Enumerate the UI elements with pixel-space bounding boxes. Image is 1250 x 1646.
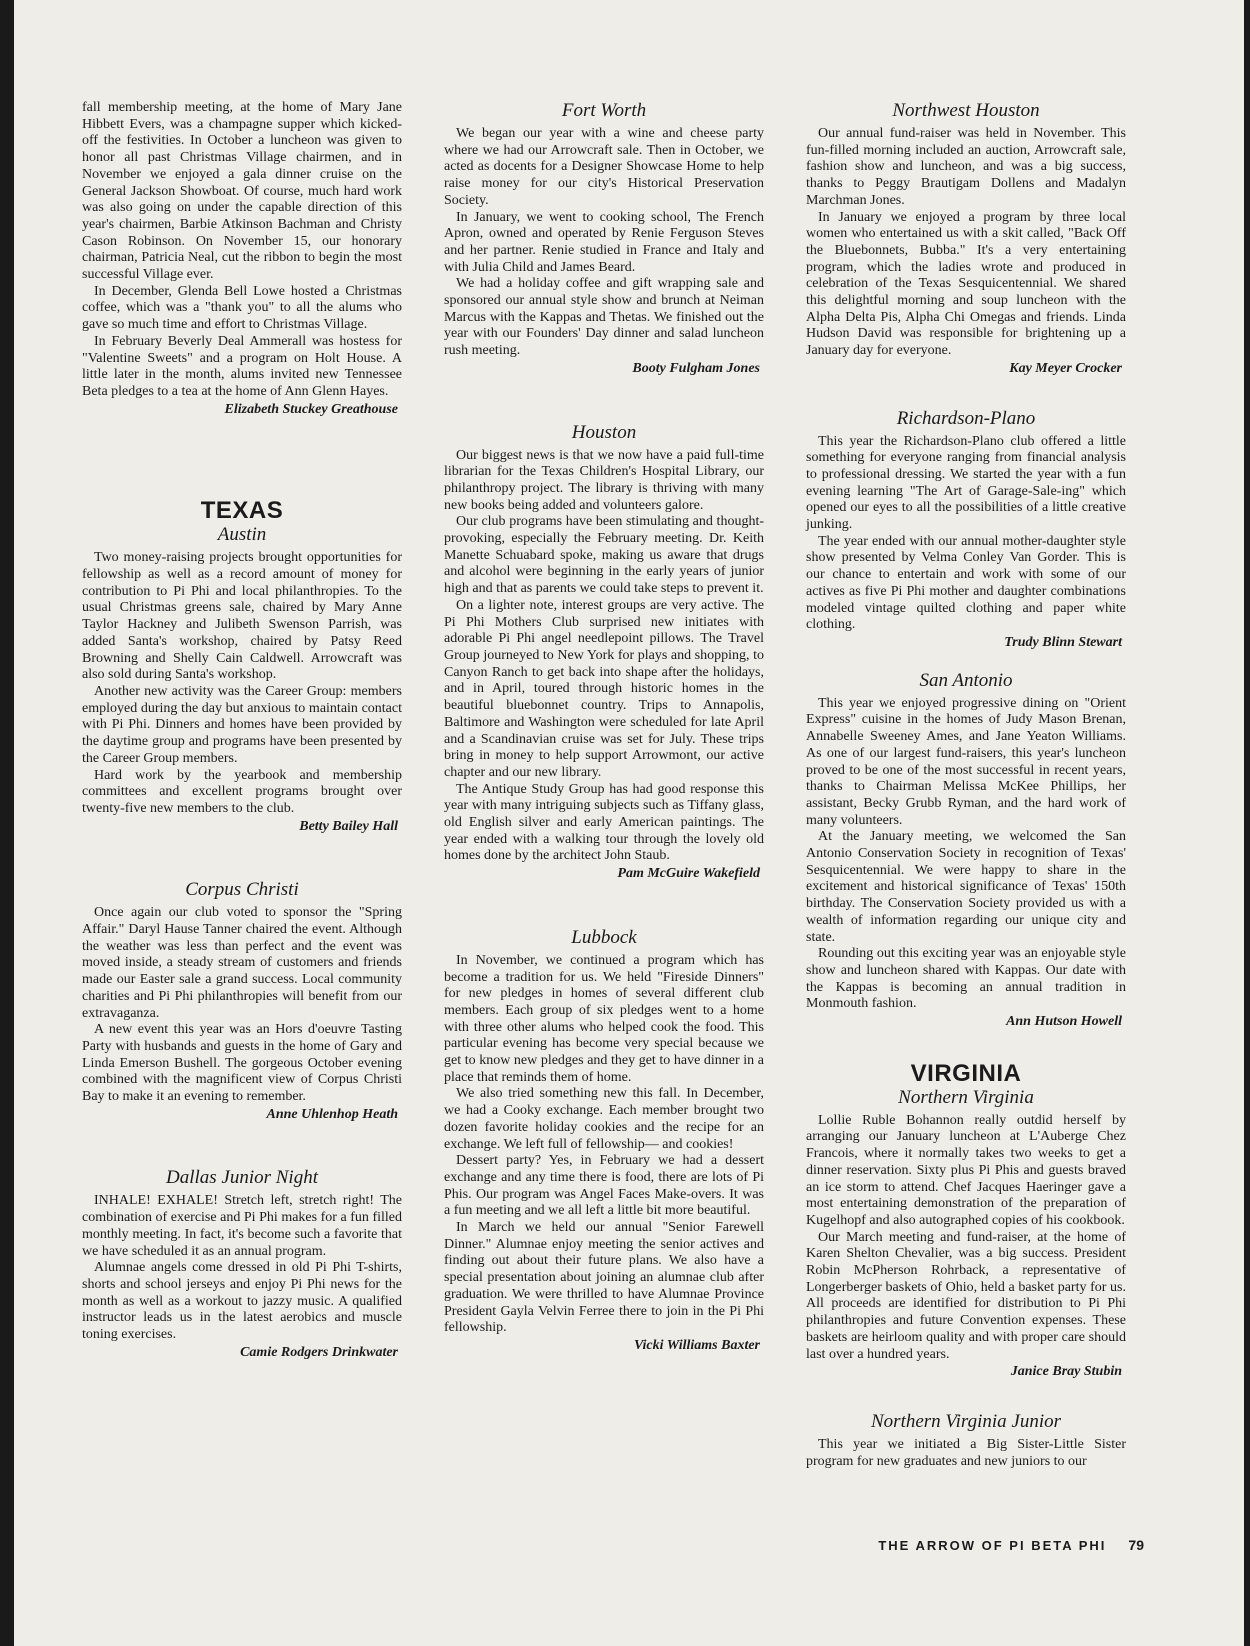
paragraph: At the January meeting, we welcomed the San Antonio Conservation Society in recognition of Texas' Sesquicentennial. We were happy to share in the excitement and historical significance of Texas' 150th birthday. The Conservation Society provided us with a wealth of information regarding our unique city and state. [806, 829, 1126, 945]
club-heading: Lubbock [571, 926, 637, 948]
paragraph: Rounding out this exciting year was an enjoyable style show and luncheon shared with Kappas. Our date with the Kappas is becoming an annual tradition in Monmouth fashion. [806, 946, 1126, 1012]
author-signature: Camie Rodgers Drinkwater [240, 1344, 398, 1360]
paragraph: Once again our club voted to sponsor the "Spring Affair." Daryl Hause Tanner chaired the event. Although the weather was less than perfect and the event was moved inside, a steady stream of customers and friends made our Easter sale a grand success. Local community charities and Pi Phi philanthropies will benefit from our extravaganza. [82, 905, 402, 1021]
author-signature: Vicki Williams Baxter [633, 1338, 760, 1353]
paragraph: In January we enjoyed a program by three local women who entertained us with a skit called, "Back Off the Bluebonnets, Bubba." It's a very entertaining program, which the ladies wrote and produced in celebration of the Texas Sesquicentennial. We shared this delightful morning and soup luncheon with the Alpha Delta Pis, Alpha Chi Omegas and friends. Linda Hudson David was responsible for brightening up a January day for everyone. [806, 209, 1126, 359]
paragraph: We began our year with a wine and cheese party where we had our Arrowcraft sale. Then in October, we acted as docents for a Designer Showcase Home to help raise money for our city's Historical Preservation Society. [444, 126, 764, 208]
state-heading: VIRGINIA [910, 1059, 1022, 1087]
paragraph: On a lighter note, interest groups are very active. The Pi Phi Mothers Club surprised new initiates with adorable Pi Phi angel needlepoint pillows. The Travel Group journeyed to New York for plays and shopping, to Canyon Ranch to get back into shape after the holidays, and in April, toured through historic homes in the beautiful bluebonnet country. Trips to Annapolis, Baltimore and Washington were scheduled for late April and a Scandinavian cruise was set for July. These trips bring in money to help support Arrowmont, our active chapter and our new library. [444, 597, 764, 780]
paragraph: The Antique Study Group has had good response this year with many intriguing subjects such as Tiffany glass, old English silver and early American paintings. The year ended with a walking tour through the lovely old homes done by the architect John Staub. [444, 781, 764, 864]
club-heading: Austin [217, 524, 267, 546]
paragraph: In March we held our annual "Senior Farewell Dinner." Alumnae enjoy meeting the senior actives and finding out about their future plans. We also have a special presentation about joining an alumnae club after graduation. We were thrilled to have Alumnae Province President Gayla Velvin Ferree there to join in the Pi Phi fellowship. [444, 1220, 764, 1336]
page-footer [824, 1537, 1144, 1553]
club-heading: San Antonio [919, 669, 1013, 691]
paragraph: fall membership meeting, at the home of Mary Jane Hibbett Evers, was a champagne supper which kicked-off the festivities. In October a luncheon was given to honor all past Christmas Village chairmen, and in November we enjoyed a gala dinner cruise on the General Jackson Showboat. Of course, much hard work was also going on under the capable direction of this year's chairmen, Barbie Atkinson Bachman and Christy Cason Robinson. On November 15, our honorary chairman, Patricia Neal, cut the ribbon to begin the most successful Village ever. [82, 100, 402, 283]
author-signature: Betty Bailey Hall [299, 818, 398, 834]
author-signature: Ann Hutson Howell [1006, 1014, 1122, 1030]
magazine-page [14, 0, 1244, 1646]
paragraph: In November, we continued a program which has become a tradition for us. We held "Fireside Dinners" for new pledges in homes of several different club members. Each group of six pledges went to a home with three other alums who helped cook the food. This particular evening has become very special because we get to know new pledges and they get to have dinner in a place that reminds them of home. [444, 952, 764, 1085]
paragraph: Lollie Ruble Bohannon really outdid herself by arranging our January luncheon at L'Auberge Chez Francois, where it normally takes two weeks to get a dinner reservation. Sixty plus Pi Phis and guests braved an ice storm to attend. Chef Jacques Haeringer gave a most entertaining demonstration of the preparation of Kugelhopf and also autographed copies of his cookbook. [806, 1112, 1126, 1228]
column-middle [444, 100, 764, 1355]
paragraph: A new event this year was an Hors d'oeuvre Tasting Party with husbands and guests in the home of Gary and Linda Emerson Bushell. The gorgeous October evening combined with the magnificent view of Corpus Christi Bay to make it an evening to remember. [82, 1022, 402, 1105]
publication-title: THE ARROW OF PI BETA PHI [878, 1538, 1107, 1553]
column-right [806, 100, 1126, 1470]
paragraph: INHALE! EXHALE! Stretch left, stretch right! The combination of exercise and Pi Phi makes for a fun filled monthly meeting. In fact, it's become such a favorite that we have scheduled it as an annual program. [82, 1193, 402, 1259]
author-signature: Booty Fulgham Jones [632, 360, 760, 376]
paragraph: Our March meeting and fund-raiser, at the home of Karen Shelton Chevalier, was a big success. President Robin McPherson Rohrback, a representative of Longerberger baskets of Ohio, held a basket party for us. All proceeds are identified for distribution to Pi Phi philanthropies and future Convention expenses. These baskets are heirloom quality and with proper care should last over a hundred years. [806, 1229, 1126, 1362]
paragraph: In February Beverly Deal Ammerall was hostess for "Valentine Sweets" and a program on Holt House. A little later in the month, alums invited new Tennessee Beta pledges to a tea at the home of Ann Glenn Hayes. [82, 333, 402, 399]
author-signature: Trudy Blinn Stewart [1004, 634, 1122, 650]
club-heading: Northern Virginia Junior [871, 1411, 1061, 1432]
column-left [82, 100, 402, 1361]
paragraph: We had a holiday coffee and gift wrapping sale and sponsored our annual style show and brunch at Neiman Marcus with the Kappas and Thetas. We finished out the year with our Founders' Day dinner and salad luncheon rush meeting. [444, 276, 764, 359]
club-heading: Corpus Christi [185, 879, 299, 901]
paragraph: Alumnae angels come dressed in old Pi Phi T-shirts, shorts and school jerseys and enjoy Pi Phi news for the month as well as a workout to jazzy music. A qualified instructor leads us in the latest aerobics and muscle toning exercises. [82, 1260, 402, 1343]
paragraph: This year we enjoyed progressive dining on "Orient Express" cuisine in the homes of Judy Mason Brenan, Annabelle Sweeney Ames, and Jane Yeaton Williams. As one of our largest fund-raisers, this year's luncheon proved to be one of the most successful in recent years, thanks to Chairman Melissa McKee Phillips, her assistant, Becky Grubb Ryman, and the hard work of many volunteers. [806, 695, 1126, 828]
club-heading: Houston [571, 421, 637, 443]
paragraph: Another new activity was the Career Group: members employed during the day but anxious to maintain contact with Pi Phi. Dinners and homes have been provided by the daytime group and programs have been presented by the Career Group members. [82, 683, 402, 766]
author-signature: Kay Meyer Crocker [1009, 360, 1122, 376]
author-signature: Anne Uhlenhop Heath [266, 1106, 398, 1122]
paragraph: In December, Glenda Bell Lowe hosted a Christmas coffee, which was a "thank you" to all the alums who gave so much time and effort to Christmas Village. [82, 283, 402, 333]
paragraph: Two money-raising projects brought opportunities for fellowship as well as a record amount of money for contribution to Pi Phi and local philanthropies. To the usual Christmas greens sale, chaired by Mary Anne Taylor Hackney and Julibeth Swenson Parrish, was added Santa's workshop, chaired by Patsy Reed Browning and Shelly Cain Caldwell. Arrowcraft was also sold during Santa's workshop. [82, 550, 402, 683]
state-heading: TEXAS [200, 497, 284, 525]
paragraph: The year ended with our annual mother-daughter style show presented by Velma Conley Van Gorder. This is our chance to entertain and work with some of our actives as five Pi Phi mother and daughter combinations modeled vintage quilted clothing and paper white clothing. [806, 533, 1126, 633]
paragraph: Our biggest news is that we now have a paid full-time librarian for the Texas Children's Hospital Library, our philanthropy project. The library is thriving with many new books being added and volunteers galore. [444, 447, 764, 513]
author-signature: Pam McGuire Wakefield [617, 866, 760, 882]
paragraph: We also tried something new this fall. In December, we had a Cooky exchange. Each member brought two dozen favorite holiday cookies and the recipe for an exchange. We left full of fellowship— and cookies! [444, 1086, 764, 1152]
club-heading: Richardson-Plano [896, 407, 1036, 429]
paragraph: Dessert party? Yes, in February we had a dessert exchange and any time there is food, there are lots of Pi Phis. Our program was Angel Faces Make-overs. It was a fun meeting and we all left a little bit more beautiful. [444, 1153, 764, 1219]
author-signature: Elizabeth Stuckey Greathouse [224, 401, 398, 417]
paragraph: In January, we went to cooking school, The French Apron, owned and operated by Renie Ferguson Steves and her partner. Renie studied in France and Italy and with Julia Child and James Beard. [444, 209, 764, 275]
club-heading: Dallas Junior Night [165, 1167, 318, 1189]
paragraph: Our annual fund-raiser was held in November. This fun-filled morning included an auction, Arrowcraft sale, fashion show and luncheon, and was a big success, thanks to Peggy Brautigam Dollens and Madalyn Marchman Jones. [806, 126, 1126, 208]
club-heading: Northern Virginia [898, 1086, 1034, 1108]
paragraph: This year we initiated a Big Sister-Little Sister program for new graduates and new juniors to our [806, 1437, 1126, 1469]
page-number: 79 [1128, 1537, 1144, 1553]
club-heading: Fort Worth [561, 100, 647, 121]
paragraph: Our club programs have been stimulating and thought-provoking, especially the February meeting. Dr. Keith Manette Schuabard spoke, making us aware that drugs and alcohol were beginning in the early years of junior high and that as parents we could take steps to prevent it. [444, 514, 764, 597]
paragraph: Hard work by the yearbook and membership committees and excellent programs brought over twenty-five new members to the club. [82, 767, 402, 816]
club-heading: Northwest Houston [892, 100, 1040, 121]
paragraph: This year the Richardson-Plano club offered a little something for everyone ranging from financial analysis to professional dressing. We started the year with a fun evening learning "The Art of Garage-Sale-ing" which opened our eyes to all the possibilities of a little creative junking. [806, 433, 1126, 533]
author-signature: Janice Bray Stubin [1010, 1364, 1122, 1380]
